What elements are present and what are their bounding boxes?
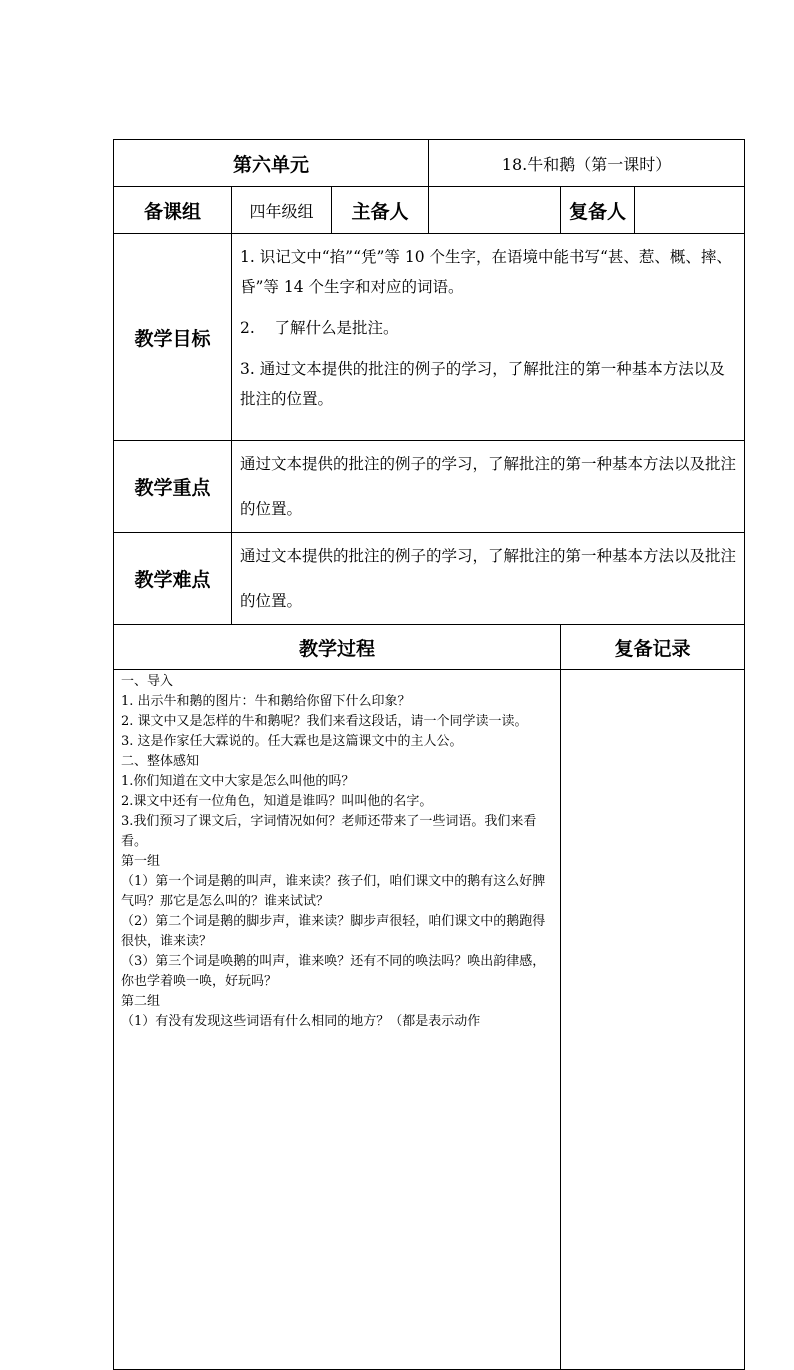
main-preparer-label: 主备人 (332, 187, 429, 234)
objectives-label: 教学目标 (114, 234, 232, 441)
objectives-row (114, 234, 745, 441)
process-line: 3.我们预习了课文后，字词情况如何？老师还带来了一些词语。我们来看看。 (121, 814, 537, 849)
process-line: 二、整体感知 (121, 754, 200, 769)
process-line: 1.你们知道在文中大家是怎么叫他的吗？ (121, 774, 355, 789)
group-value: 四年级组 (232, 187, 332, 234)
title-row (114, 140, 745, 187)
re-preparer-value (635, 187, 745, 234)
process-label: 教学过程 (114, 625, 561, 670)
process-line: 一、导入 (121, 674, 174, 689)
process-line: 3. 这是作家任大霖说的。任大霖也是这篇课文中的主人公。 (121, 734, 463, 749)
lesson-title: 18.牛和鹅（第一课时） (429, 140, 745, 187)
prep-row (114, 187, 745, 234)
difficulties-text: 通过文本提供的批注的例子的学习，了解批注的第一种基本方法以及批注的位置。 (232, 533, 745, 625)
process-line: 第一组 (121, 854, 161, 869)
key-points-label: 教学重点 (114, 441, 232, 533)
process-line: 1. 出示牛和鹅的图片：牛和鹅给你留下什么印象？ (121, 694, 411, 709)
lesson-plan-table (113, 139, 745, 1370)
process-body-row (114, 670, 745, 1370)
difficulties-label: 教学难点 (114, 533, 232, 625)
objective-item: 1. 识记文中“掐”“凭”等 10 个生字，在语境中能书写“甚、惹、概、摔、昏”等 14 个生字和对应的词语。 (240, 248, 732, 296)
process-line: （1）有没有发现这些词语有什么相同的地方？（都是表示动作 (121, 1014, 481, 1029)
objective-item: 2. 了解什么是批注。 (240, 319, 399, 337)
process-line: 2. 课文中又是怎样的牛和鹅呢？我们来看这段话，请一个同学读一读。 (121, 714, 528, 729)
objectives-content (232, 234, 745, 441)
main-preparer-value (429, 187, 561, 234)
group-label: 备课组 (114, 187, 232, 234)
key-points-row (114, 441, 745, 533)
re-preparer-label: 复备人 (561, 187, 635, 234)
key-points-text: 通过文本提供的批注的例子的学习，了解批注的第一种基本方法以及批注的位置。 (232, 441, 745, 533)
unit-title: 第六单元 (114, 140, 429, 187)
process-header-row (114, 625, 745, 670)
difficulties-row (114, 533, 745, 625)
objective-item: 3. 通过文本提供的批注的例子的学习，了解批注的第一种基本方法以及批注的位置。 (240, 360, 725, 408)
process-line: （3）第三个词是唤鹅的叫声，谁来唤？还有不同的唤法吗？唤出韵律感，你也学着唤一唤，好玩吗？ (121, 954, 546, 989)
process-line: （1）第一个词是鹅的叫声，谁来读？孩子们，咱们课文中的鹅有这么好脾气吗？那它是怎么叫的？谁来试试？ (121, 874, 546, 909)
record-content (561, 670, 745, 1370)
process-content (114, 670, 561, 1370)
process-line: 2.课文中还有一位角色，知道是谁吗？叫叫他的名字。 (121, 794, 433, 809)
process-line: 第二组 (121, 994, 161, 1009)
process-line: （2）第二个词是鹅的脚步声，谁来读？脚步声很轻，咱们课文中的鹅跑得很快，谁来读？ (121, 914, 546, 949)
record-label: 复备记录 (561, 625, 745, 670)
